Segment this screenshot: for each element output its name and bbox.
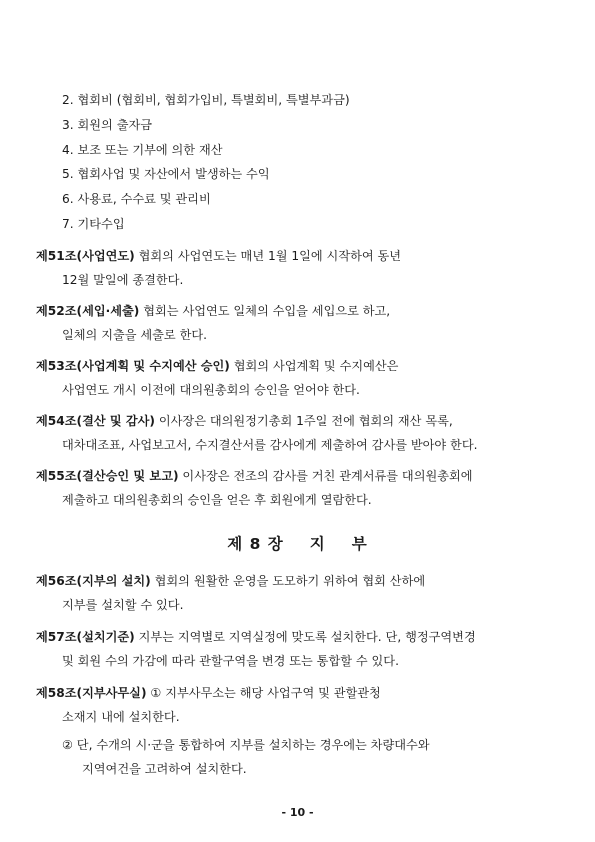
article-heading: 제51조(사업연도) (36, 249, 135, 263)
list-item: 3. 회원의 출자금 (62, 117, 153, 132)
list-item: 6. 사용료, 수수료 및 관리비 (62, 192, 211, 207)
article-text-continued: 제출하고 대의원총회의 승인을 얻은 후 회원에게 열람한다. (62, 493, 372, 507)
clause-text-continued: 지역여건을 고려하여 설치한다. (82, 762, 247, 776)
article-text: ① 지부사무소는 해당 사업구역 및 관할관청 (146, 686, 381, 700)
page-number: - 10 - (281, 806, 314, 819)
article-text: 협회는 사업연도 일체의 수입을 세입으로 하고, (139, 304, 391, 318)
article-58-clause-2 (62, 733, 430, 781)
chapter-title-part: 지 (309, 535, 326, 553)
chapter-number: 제 8 장 (227, 535, 284, 553)
article-56 (36, 569, 425, 617)
article-text-continued: 지부를 설치할 수 있다. (62, 598, 184, 612)
article-text: 이사장은 전조의 감사를 거친 관계서류를 대의원총회에 (178, 469, 473, 483)
article-heading: 제52조(세입·세출) (36, 304, 140, 318)
article-text-continued: 대차대조표, 사업보고서, 수지결산서를 감사에게 제출하여 감사를 받아야 한다. (62, 438, 478, 452)
article-heading: 제58조(지부사무실) (36, 686, 147, 700)
article-text-continued: 및 회원 수의 가감에 따라 관할구역을 변경 또는 통합할 수 있다. (62, 654, 399, 668)
list-item: 2. 협회비 (협회비, 협회가입비, 특별회비, 특별부과금) (62, 93, 350, 107)
article-text: 협회의 원활한 운영을 도모하기 위하여 협회 산하에 (150, 574, 426, 588)
article-text: 협회의 사업연도는 매년 1월 1일에 시작하여 동년 (134, 249, 402, 263)
article-heading: 제57조(설치기준) (36, 630, 135, 644)
article-heading: 제56조(지부의 설치) (36, 574, 151, 588)
article-53 (36, 354, 398, 402)
article-heading: 제54조(결산 및 감사) (36, 414, 155, 428)
article-51 (36, 244, 401, 292)
article-text: 협회의 사업계획 및 수지예산은 (229, 359, 399, 373)
article-heading: 제53조(사업계획 및 수지예산 승인) (36, 359, 230, 373)
article-text-continued: 사업연도 개시 이전에 대의원총회의 승인을 얻어야 한다. (62, 383, 360, 397)
article-54 (36, 409, 477, 457)
article-55 (36, 464, 473, 512)
list-item: 5. 협회사업 및 자산에서 발생하는 수익 (62, 167, 270, 182)
article-text: 이사장은 대의원정기총회 1주일 전에 협회의 재산 목록, (155, 414, 453, 428)
article-52 (36, 299, 390, 347)
article-58 (36, 681, 381, 729)
list-item: 4. 보조 또는 기부에 의한 재산 (62, 142, 223, 157)
chapter-title-part: 부 (351, 535, 368, 553)
article-text-continued: 12월 말일에 종결한다. (62, 273, 184, 287)
article-text-continued: 일체의 지출을 세출로 한다. (62, 328, 208, 342)
revenue-item-list (62, 88, 350, 237)
chapter-heading (0, 532, 595, 554)
article-text: 지부는 지역별로 지역실정에 맞도록 설치한다. 단, 행정구역변경 (134, 630, 476, 644)
list-item: 7. 기타수입 (62, 216, 125, 231)
article-heading: 제55조(결산승인 및 보고) (36, 469, 179, 483)
clause-text: ② 단, 수개의 시·군을 통합하여 지부를 설치하는 경우에는 차량대수와 (62, 738, 430, 752)
article-text-continued: 소재지 내에 설치한다. (62, 710, 180, 724)
article-57 (36, 625, 476, 673)
